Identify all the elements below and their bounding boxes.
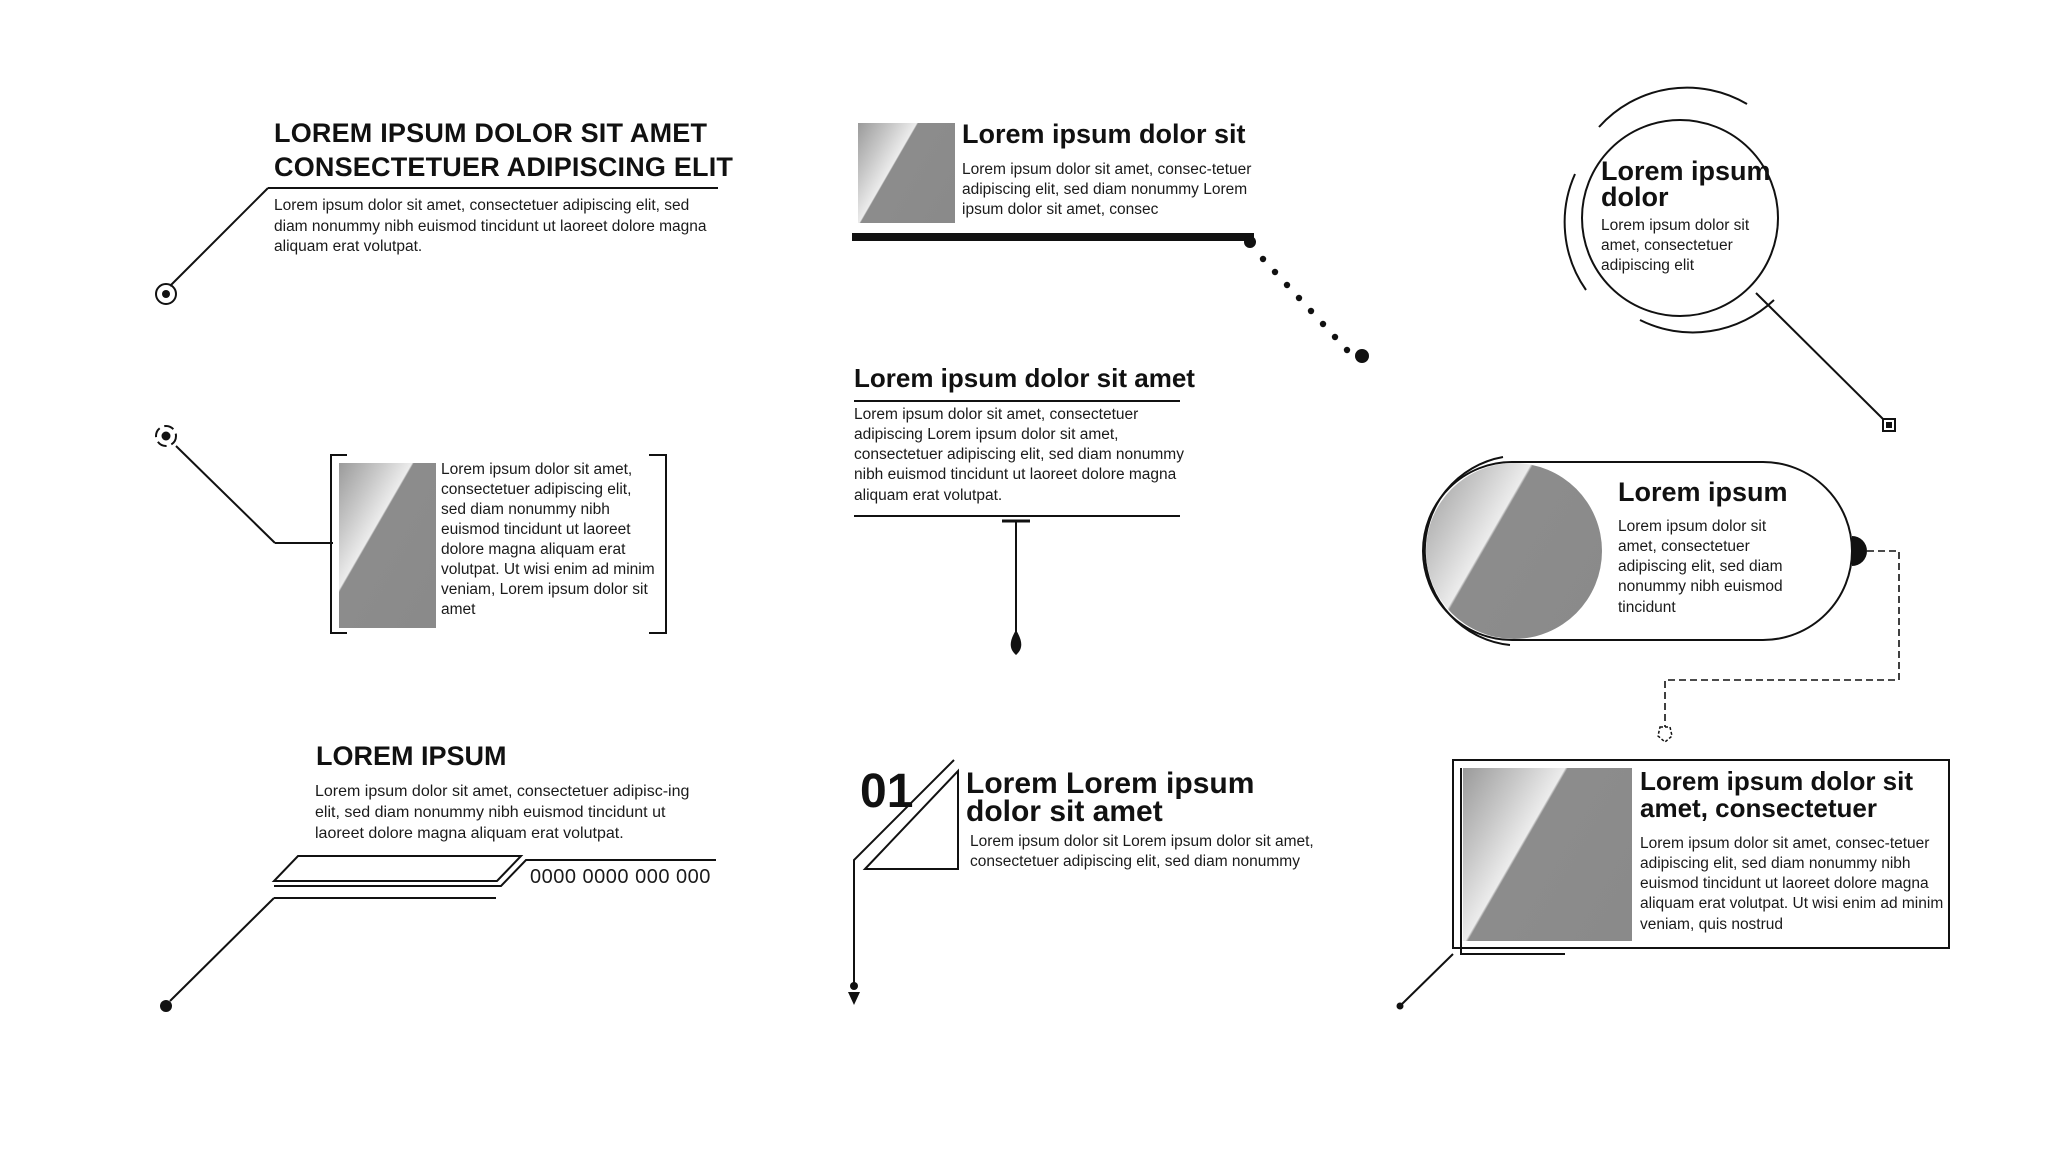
c5-body: Lorem ipsum dolor sit amet, consectetuer adipiscing Lorem ipsum dolor sit amet, consectetuer adipiscing elit, sed diam nonummy nibh euismod tincidunt ut laoreet dolore magna aliquam erat volutpat. [854, 406, 1184, 504]
c7-body: Lorem ipsum dolor sit amet, consectetuer adipisc-ing elit, sed diam nonummy nibh euismod tincidunt ut laoreet dolore magna aliquam erat volutpat. [315, 783, 690, 843]
c2-leader [852, 236, 1369, 363]
c8-body: Lorem ipsum dolor sit Lorem ipsum dolor sit amet, consectetuer adipiscing elit, sed diam nonummy [970, 833, 1314, 871]
c5-title: Lorem ipsum dolor sit amet [854, 363, 1195, 393]
c2-image [858, 123, 955, 223]
c4-body: Lorem ipsum dolor sit amet, consectetuer adipiscing elit, sed diam nonummy nibh euismod tincidunt ut laoreet dolore magna aliquam erat volutpat. Ut wisi enim ad minim veniam, Lorem ipsum dolor sit amet [441, 461, 655, 618]
c3-body: Lorem ipsum dolor sit amet, consectetuer adipiscing elit [1601, 217, 1750, 275]
c9-body: Lorem ipsum dolor sit amet, consec-tetuer adipiscing elit, sed diam nonummy nibh euismod tincidunt ut laoreet dolore magna aliquam erat volutpat. Ut wisi enim ad minim veniam, quis nostrud [1640, 835, 1944, 933]
c9-title: Lorem ipsum dolor sit amet, consectetuer [1640, 766, 1914, 824]
c4-image [339, 463, 436, 628]
c2-body: Lorem ipsum dolor sit amet, consec-tetuer adipiscing elit, sed diam nonummy Lorem ipsum dolor sit amet, consec [962, 161, 1252, 219]
c7-title: LOREM IPSUM [316, 741, 507, 771]
c8-title: Lorem Lorem ipsum dolor sit amet [966, 767, 1255, 828]
c9-image [1463, 768, 1632, 941]
c6-title: Lorem ipsum [1618, 477, 1788, 507]
c3-title: Lorem ipsum dolor [1601, 156, 1771, 212]
c1-body: Lorem ipsum dolor sit amet, consectetuer adipiscing elit, sed diam nonummy nibh euismod tincidunt ut laoreet dolore magna aliquam erat volutpat. [274, 197, 707, 256]
c6-body: Lorem ipsum dolor sit amet, consectetuer adipiscing elit, sed diam nonummy nibh euismod tincidunt [1618, 518, 1783, 616]
c1-title: LOREM IPSUM DOLOR SIT AMET CONSECTETUER ADIPISCING ELIT [274, 118, 734, 183]
c7-number: 0000 0000 000 000 [530, 866, 711, 888]
c8-step-number: 01 [860, 765, 914, 818]
c2-title: Lorem ipsum dolor sit [962, 119, 1246, 149]
c6-image [1426, 463, 1602, 639]
